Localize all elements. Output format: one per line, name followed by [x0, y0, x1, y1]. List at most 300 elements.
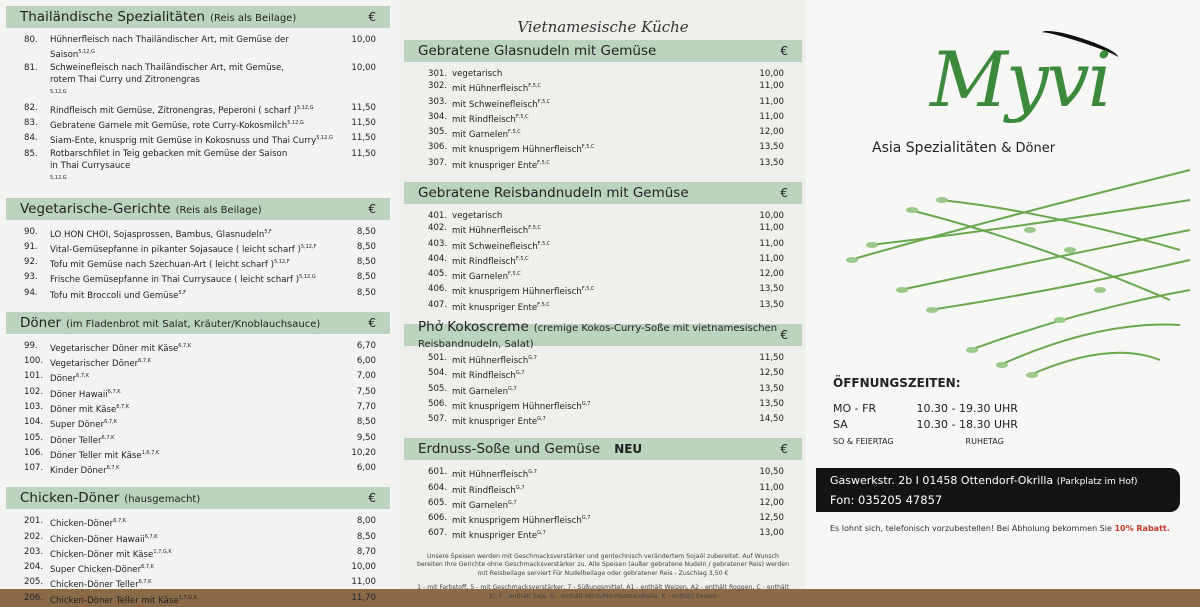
item-price: 13,00 — [759, 528, 784, 539]
menu-item — [6, 355, 390, 370]
menu-item — [6, 62, 390, 102]
address-box — [816, 468, 1180, 512]
menu-item — [6, 386, 390, 401]
item-price: 6,00 — [356, 356, 376, 367]
item-price: 8,50 — [356, 241, 376, 252]
item-price: 9,50 — [356, 432, 376, 443]
menu-item — [6, 102, 390, 117]
allergen-codes: 6,7,K — [113, 518, 127, 525]
hours-day: SA — [833, 418, 848, 431]
menu-item — [404, 413, 802, 428]
footnote-info: Unsere Speisen werden mit Geschmacksverstärker und gentechnisch verändertem Sojaöl zubereitet. Auf Wunsch bereiten Ihre Gerichte ohne Geschmacksverstärker zu. Alle Speisen (außer gebratene Nudeln / gebratener Reis) werden mit Reisbeilage serviert Für Nudelbeilage oder gebratener Reis - Zuschlag 3,50 € — [417, 552, 789, 577]
item-name: vegetarisch — [452, 69, 503, 79]
allergen-codes: 6,7,K — [144, 533, 158, 540]
item-number: 205. — [24, 577, 44, 588]
hours-time: RUHETAG — [965, 437, 1004, 446]
allergen-codes: 1,6,7,K — [141, 449, 160, 456]
allergen-codes: 5,12,F — [273, 259, 290, 266]
menu-item — [404, 253, 802, 268]
menu-item — [6, 561, 390, 576]
menu-section — [6, 198, 390, 302]
allergen-codes: 5,12,G — [50, 89, 67, 96]
item-name: Super Chicken-Döner$^{6,7,K}$ — [50, 564, 154, 575]
allergen-codes: G,7 — [515, 484, 525, 491]
allergen-codes: 1,7,G,K — [153, 548, 172, 555]
item-price: 11,50 — [759, 353, 784, 363]
item-name: mit knusprigem Hühnerfleisch$^{F,5,C}$ — [452, 144, 595, 156]
allergen-codes: G,7 — [508, 499, 517, 506]
menu-item — [6, 226, 390, 241]
kitchen-title: Vietnamesische Küche — [517, 18, 689, 36]
item-price: 8,50 — [356, 417, 376, 428]
item-name: Gebratene Garnele mit Gemüse, rote Curry-Kokosmilch$^{5,12,G}$ — [50, 120, 304, 131]
item-name: Siam-Ente, knusprig mit Gemüse in Kokosnuss und Thai Curry$^{5,12,G}$ — [50, 135, 333, 147]
item-name: Kinder Döner$^{6,7,K}$ — [50, 465, 120, 476]
item-name: mit Hühnerfleisch$^{F,5,C}$ — [452, 83, 541, 95]
item-number: 605. — [428, 497, 448, 508]
item-name: Rindfleisch mit Gemüse, Zitronengras, Peperoni ( scharf )$^{5,12,G}$ — [50, 104, 314, 116]
discount-text: 10% Rabatt. — [1114, 524, 1170, 533]
item-number: 93. — [24, 272, 38, 283]
currency-label: € — [780, 442, 788, 457]
item-price: 8,50 — [356, 531, 376, 542]
item-name: mit Hühnerfleisch$^{F,5,C}$ — [452, 225, 541, 237]
item-price: 7,70 — [356, 402, 376, 413]
item-number: 406. — [428, 284, 448, 295]
phone-number[interactable]: Fon: 035205 47857 — [830, 493, 943, 507]
item-price: 10,00 — [759, 69, 784, 79]
item-number: 306. — [428, 142, 448, 153]
menu-section — [404, 438, 802, 542]
allergen-codes: 5,12,G — [316, 135, 333, 142]
section-title: Vegetarische-Gerichte (Reis als Beilage) — [20, 200, 262, 217]
item-number: 404. — [428, 253, 448, 264]
item-price: 11,50 — [351, 118, 376, 129]
section-header — [404, 182, 802, 204]
section-subtitle: (cremige Kokos-Curry-Soße mit vietnamesischen Reisbandnudeln, Salat) — [418, 323, 778, 350]
item-number: 99. — [24, 340, 38, 351]
allergen-codes: 6,7,K — [141, 564, 154, 571]
hours-time: 10.30 - 19.30 UHR — [916, 402, 1018, 415]
item-name: Super Döner$^{6,7,K}$ — [50, 419, 117, 431]
item-price: 10,00 — [759, 211, 784, 221]
item-number: 204. — [24, 562, 44, 573]
item-name: Vegetarischer Döner mit Käse$^{6,7,K}$ — [50, 342, 192, 354]
menu-item — [6, 546, 390, 561]
allergen-codes: 6,7,K — [107, 388, 121, 395]
item-price: 12,50 — [759, 513, 784, 524]
allergen-codes: F,5,C — [537, 98, 551, 105]
item-name: Döner Hawaii$^{6,7,K}$ — [50, 388, 121, 400]
allergen-codes: 5,12,F — [300, 243, 317, 250]
item-number: 401. — [428, 211, 448, 221]
item-name: mit Garnelen$^{F,5,C}$ — [452, 271, 521, 283]
item-number: 101. — [24, 371, 44, 382]
item-number: 304. — [428, 111, 448, 122]
item-price: 12,00 — [759, 269, 784, 280]
item-number: 302. — [428, 81, 448, 92]
menu-item — [6, 271, 390, 286]
menu-item — [6, 34, 390, 62]
allergen-codes: 5,12,G — [299, 274, 316, 281]
item-price: 13,50 — [759, 299, 784, 310]
item-name: mit Schweinefleisch$^{F,5,C}$ — [452, 240, 551, 252]
brand-logo: Myvi — [930, 35, 1110, 124]
menu-item — [404, 268, 802, 283]
item-price: 12,50 — [759, 368, 784, 379]
item-price: 10,00 — [351, 62, 376, 73]
item-number: 103. — [24, 402, 44, 413]
item-number: 91. — [24, 241, 38, 252]
currency-label: € — [780, 186, 788, 200]
menu-item — [404, 141, 802, 156]
allergen-codes: 6,7,K — [76, 373, 89, 380]
item-number: 303. — [428, 96, 448, 107]
hours-row — [833, 402, 1037, 415]
item-number: 107. — [24, 463, 44, 474]
hours-row — [833, 437, 1086, 446]
allergen-codes: F,5,C — [581, 286, 595, 293]
item-number: 604. — [428, 482, 448, 493]
section-title: Phở Kokoscreme (cremige Kokos-Curry-Soße mit vietnamesischen Reisbandnudeln, Salat) — [418, 319, 778, 350]
menu-item — [404, 527, 802, 542]
middle-menu-panel — [400, 0, 810, 600]
menu-section — [404, 40, 802, 172]
item-number: 305. — [428, 127, 448, 138]
chive-sprouts-illustration — [840, 150, 1200, 390]
menu-item — [404, 466, 802, 481]
allergen-codes: 5,F — [178, 289, 187, 296]
menu-item — [404, 398, 802, 413]
allergen-codes: 5,12,G — [287, 120, 304, 127]
section-header — [404, 40, 802, 62]
allergen-codes: G,7 — [515, 370, 525, 377]
menu-item — [404, 299, 802, 314]
item-price: 10,50 — [759, 467, 784, 478]
section-header — [6, 6, 390, 28]
item-name: mit knuspriger Ente$^{F,5,C}$ — [452, 159, 550, 171]
item-name: Chicken-Döner$^{6,7,K}$ — [50, 518, 127, 530]
item-name: mit Garnelen$^{G,7}$ — [452, 385, 517, 397]
item-price: 11,50 — [351, 148, 376, 159]
menu-item — [6, 287, 390, 302]
menu-item — [404, 383, 802, 398]
item-number: 85. — [24, 148, 38, 159]
allergen-codes: 6,7,K — [178, 342, 192, 349]
item-number: 206. — [24, 592, 44, 603]
item-name: Tofu mit Broccoli und Gemüse$^{5,F}$ — [50, 289, 187, 301]
item-name: Vegetarischer Döner$^{6,7,K}$ — [50, 358, 151, 370]
item-price: 11,00 — [759, 81, 784, 92]
allergen-codes: F,5,C — [528, 225, 541, 232]
menu-item — [404, 80, 802, 95]
currency-label: € — [368, 10, 376, 24]
left-menu-panel — [0, 0, 400, 606]
menu-item — [6, 340, 390, 355]
menu-item — [6, 370, 390, 385]
section-header — [404, 438, 802, 460]
item-name: mit Garnelen$^{G,7}$ — [452, 499, 517, 511]
tagline-left: Asia Spezialitäten — [872, 140, 997, 156]
item-name: mit Rindfleisch$^{F,5,C}$ — [452, 113, 529, 125]
item-price: 8,00 — [356, 516, 376, 527]
item-price: 11,50 — [351, 133, 376, 144]
section-title: Gebratene Glasnudeln mit Gemüse — [418, 43, 657, 59]
section-title: Erdnuss-Soße und Gemüse NEU — [418, 441, 643, 458]
allergen-codes: 6,7,K — [138, 358, 151, 365]
menu-item — [6, 401, 390, 416]
menu-item — [404, 96, 802, 111]
preorder-note — [830, 524, 1170, 533]
item-name: mit Schweinefleisch$^{F,5,C}$ — [452, 98, 551, 110]
allergen-codes: G,7 — [508, 385, 517, 392]
allergen-codes: F,5,C — [537, 301, 550, 308]
item-number: 507. — [428, 414, 448, 425]
item-name: LO HON CHOI, Sojasprossen, Bambus, Glasnudeln$^{5,F}$ — [50, 228, 272, 240]
hours-day: MO - FR — [833, 402, 877, 415]
menu-item — [404, 222, 802, 237]
item-name: Hühnerfleisch nach Thailändischer Art, mit Gemüse der Saison$^{5,12,G}$ — [50, 35, 289, 61]
menu-section — [6, 312, 390, 477]
menu-item — [404, 482, 802, 497]
allergen-codes: 6,7,K — [101, 434, 115, 441]
item-name: Döner mit Käse$^{6,7,K}$ — [50, 404, 130, 415]
section-header — [6, 198, 390, 220]
allergen-codes: F,5,C — [508, 129, 521, 136]
item-price: 8,70 — [356, 546, 376, 557]
menu-item — [404, 111, 802, 126]
tagline-right: & Döner — [1001, 141, 1056, 156]
menu-item — [6, 462, 390, 477]
item-number: 601. — [428, 467, 448, 478]
allergen-codes: 5,F — [264, 228, 272, 235]
allergen-codes: G,7 — [528, 355, 537, 361]
allergen-codes: 6,7,K — [138, 579, 152, 586]
menu-item — [404, 126, 802, 141]
item-name: Chicken-Döner Teller$^{6,7,K}$ — [50, 579, 152, 591]
item-price: 11,00 — [759, 238, 784, 249]
section-title: Chicken-Döner (hausgemacht) — [20, 490, 201, 507]
item-number: 607. — [428, 528, 448, 539]
item-name: mit Rindfleisch$^{G,7}$ — [452, 370, 525, 382]
item-name: Chicken-Döner Hawaii$^{6,7,K}$ — [50, 533, 158, 545]
hours-time: 10.30 - 18.30 UHR — [916, 418, 1018, 431]
section-title: Gebratene Reisbandnudeln mit Gemüse — [418, 185, 689, 201]
menu-item — [404, 352, 802, 367]
opening-hours-title: ÖFFNUNGSZEITEN: — [833, 376, 961, 390]
item-price: 13,50 — [759, 398, 784, 409]
currency-label: € — [368, 201, 376, 216]
item-name: mit knusprigem Hühnerfleisch$^{F,5,C}$ — [452, 286, 595, 298]
item-name: mit Garnelen$^{F,5,C}$ — [452, 129, 521, 141]
allergen-codes: F,5,C — [528, 83, 541, 90]
item-number: 201. — [24, 516, 44, 527]
item-price: 11,00 — [759, 253, 784, 264]
item-price: 13,50 — [759, 157, 784, 168]
item-price: 8,50 — [356, 257, 376, 268]
footnote-allergens: 1 - mit Farbstoff, 5 - mit Geschmacksverstärker, 7 - Süßungsmittel, A1 - enthält Weizen, A2 - enthält Roggen, C - enthält Ei, F - enthält Soja, G - enthält Milch/Milchbestandteile, K - enthält Sesam — [417, 584, 789, 600]
menu-item — [6, 117, 390, 132]
item-number: 501. — [428, 353, 448, 363]
item-price: 11,00 — [759, 111, 784, 122]
section-header — [404, 319, 802, 350]
allergen-codes: F,5,C — [581, 144, 595, 151]
item-price: 8,50 — [356, 287, 376, 298]
item-number: 81. — [24, 62, 38, 73]
item-name: Schweinefleisch nach Thailändischer Art, mit Gemüse, rotem Thai Curry und Zitronengras $^{5,12,G}$ — [50, 62, 285, 96]
item-price: 11,00 — [351, 577, 376, 588]
allergen-codes: G,7 — [581, 400, 591, 407]
menu-item — [404, 238, 802, 253]
item-name: Tofu mit Gemüse nach Szechuan-Art ( leicht scharf )$^{5,12,F}$ — [50, 259, 290, 271]
menu-item — [6, 592, 390, 607]
item-number: 92. — [24, 257, 38, 268]
allergen-codes: F,5,C — [515, 113, 529, 120]
item-price: 11,00 — [759, 223, 784, 234]
allergen-codes: F,5,C — [508, 271, 521, 278]
item-number: 104. — [24, 417, 44, 428]
item-name: mit Rindfleisch$^{F,5,C}$ — [452, 255, 529, 267]
section-subtitle: (Reis als Beilage) — [210, 13, 297, 24]
item-number: 505. — [428, 383, 448, 394]
menu-item — [6, 576, 390, 591]
item-number: 80. — [24, 35, 38, 45]
allergen-codes: 6,7,K — [116, 404, 130, 411]
allergen-codes: G,7 — [537, 530, 546, 537]
item-number: 403. — [428, 238, 448, 249]
item-name: Döner$^{6,7,K}$ — [50, 373, 89, 385]
currency-label: € — [780, 328, 788, 342]
item-number: 402. — [428, 223, 448, 234]
menu-section — [6, 6, 390, 188]
item-price: 13,50 — [759, 142, 784, 153]
address: Gaswerkstr. 2b I 01458 Ottendorf-Okrilla — [830, 474, 1054, 487]
menu-item — [404, 497, 802, 512]
allergen-codes: 5,12,G — [296, 104, 314, 111]
item-name: mit Hühnerfleisch$^{G,7}$ — [452, 355, 537, 366]
allergen-codes: G,7 — [537, 416, 546, 423]
item-name: mit Hühnerfleisch$^{G,7}$ — [452, 469, 537, 481]
allergen-codes: F,5,C — [537, 240, 551, 247]
item-price: 8,50 — [356, 226, 376, 237]
allergen-codes: F,5,C — [515, 255, 529, 262]
allergen-codes: G,7 — [528, 469, 537, 476]
item-price: 10,00 — [351, 562, 376, 573]
item-name: Döner Teller$^{6,7,K}$ — [50, 434, 115, 446]
item-name: mit knuspriger Ente$^{F,5,C}$ — [452, 301, 550, 313]
menu-item — [404, 512, 802, 527]
menu-item — [404, 210, 802, 222]
item-name: Chicken-Döner mit Käse$^{1,7,G,K}$ — [50, 548, 172, 560]
currency-label: € — [780, 44, 788, 58]
item-number: 504. — [428, 368, 448, 379]
menu-item — [6, 416, 390, 431]
item-number: 203. — [24, 546, 44, 557]
section-subtitle: (hausgemacht) — [124, 494, 201, 506]
parking-note: (Parkplatz im Hof) — [1056, 477, 1138, 487]
item-number: 407. — [428, 299, 448, 310]
item-price: 10,00 — [351, 35, 376, 45]
hours-day: SO & FEIERTAG — [833, 437, 894, 446]
item-price: 10,20 — [351, 447, 376, 458]
item-price: 13,50 — [759, 383, 784, 394]
item-price: 7,50 — [356, 386, 376, 397]
new-badge: NEU — [614, 442, 643, 457]
menu-item — [404, 367, 802, 382]
item-price: 6,00 — [356, 463, 376, 474]
item-price: 8,50 — [356, 272, 376, 283]
item-number: 105. — [24, 432, 44, 443]
menu-item — [404, 157, 802, 172]
item-name: mit knusprigem Hühnerfleisch$^{G,7}$ — [452, 515, 591, 526]
item-name: Rotbarschfilet in Teig gebacken mit Gemüse der Saison in Thai Currysauce $^{5,12,G}$ — [50, 148, 288, 182]
item-price: 11,50 — [351, 102, 376, 113]
item-number: 202. — [24, 531, 44, 542]
item-number: 90. — [24, 226, 38, 237]
item-number: 307. — [428, 157, 448, 168]
section-header — [6, 487, 390, 509]
section-subtitle: (Reis als Beilage) — [175, 204, 262, 216]
allergen-codes: G,7 — [581, 515, 591, 522]
item-name: mit knusprigem Hühnerfleisch$^{G,7}$ — [452, 400, 591, 412]
item-number: 84. — [24, 133, 38, 144]
item-number: 94. — [24, 287, 38, 298]
menu-item — [6, 515, 390, 530]
item-number: 102. — [24, 386, 44, 397]
menu-section — [404, 182, 802, 314]
section-header — [6, 312, 390, 334]
allergen-codes: 5,12,G — [50, 175, 67, 182]
section-title: Thailändische Spezialitäten (Reis als Beilage) — [20, 9, 297, 25]
item-number: 100. — [24, 356, 44, 367]
item-name: vegetarisch — [452, 211, 503, 221]
currency-label: € — [368, 491, 376, 506]
allergen-codes: 6,7,K — [104, 419, 117, 426]
item-price: 13,50 — [759, 284, 784, 295]
item-number: 405. — [428, 269, 448, 280]
item-price: 11,00 — [759, 482, 784, 493]
item-name: Chicken-Döner Teller mit Käse$^{1,7,G,K}$ — [50, 594, 198, 606]
item-number: 83. — [24, 118, 38, 129]
item-price: 7,00 — [356, 371, 376, 382]
preorder-text: Es lohnt sich, telefonisch vorzubestellen! Bei Abholung bekommen Sie — [830, 524, 1112, 533]
item-price: 12,00 — [759, 497, 784, 508]
menu-item — [6, 241, 390, 256]
section-title: Döner (im Fladenbrot mit Salat, Kräuter/Knoblauchsauce) — [20, 314, 321, 331]
item-name: Döner Teller mit Käse$^{1,6,7,K}$ — [50, 449, 160, 461]
item-number: 506. — [428, 398, 448, 409]
menu-item — [6, 447, 390, 462]
item-price: 11,70 — [351, 592, 376, 603]
menu-section — [404, 319, 802, 428]
item-price: 11,00 — [759, 96, 784, 107]
item-price: 6,70 — [356, 340, 376, 351]
item-name: mit knuspriger Ente$^{G,7}$ — [452, 416, 546, 427]
menu-item — [6, 132, 390, 147]
allergen-codes: F,5,C — [537, 159, 550, 166]
item-number: 301. — [428, 69, 448, 79]
menu-item — [6, 432, 390, 447]
menu-item — [6, 256, 390, 271]
item-number: 606. — [428, 513, 448, 524]
item-name: mit Rindfleisch$^{G,7}$ — [452, 484, 525, 496]
item-number: 106. — [24, 447, 44, 458]
allergen-codes: 1,7,G,K — [178, 594, 198, 601]
item-name: Vital-Gemüsepfanne in pikanter Sojasauce ( leicht scharf )$^{5,12,F}$ — [50, 243, 317, 255]
hours-row — [833, 418, 1037, 431]
section-subtitle: (im Fladenbrot mit Salat, Kräuter/Knoblauchsauce) — [66, 318, 321, 330]
menu-item — [404, 283, 802, 298]
